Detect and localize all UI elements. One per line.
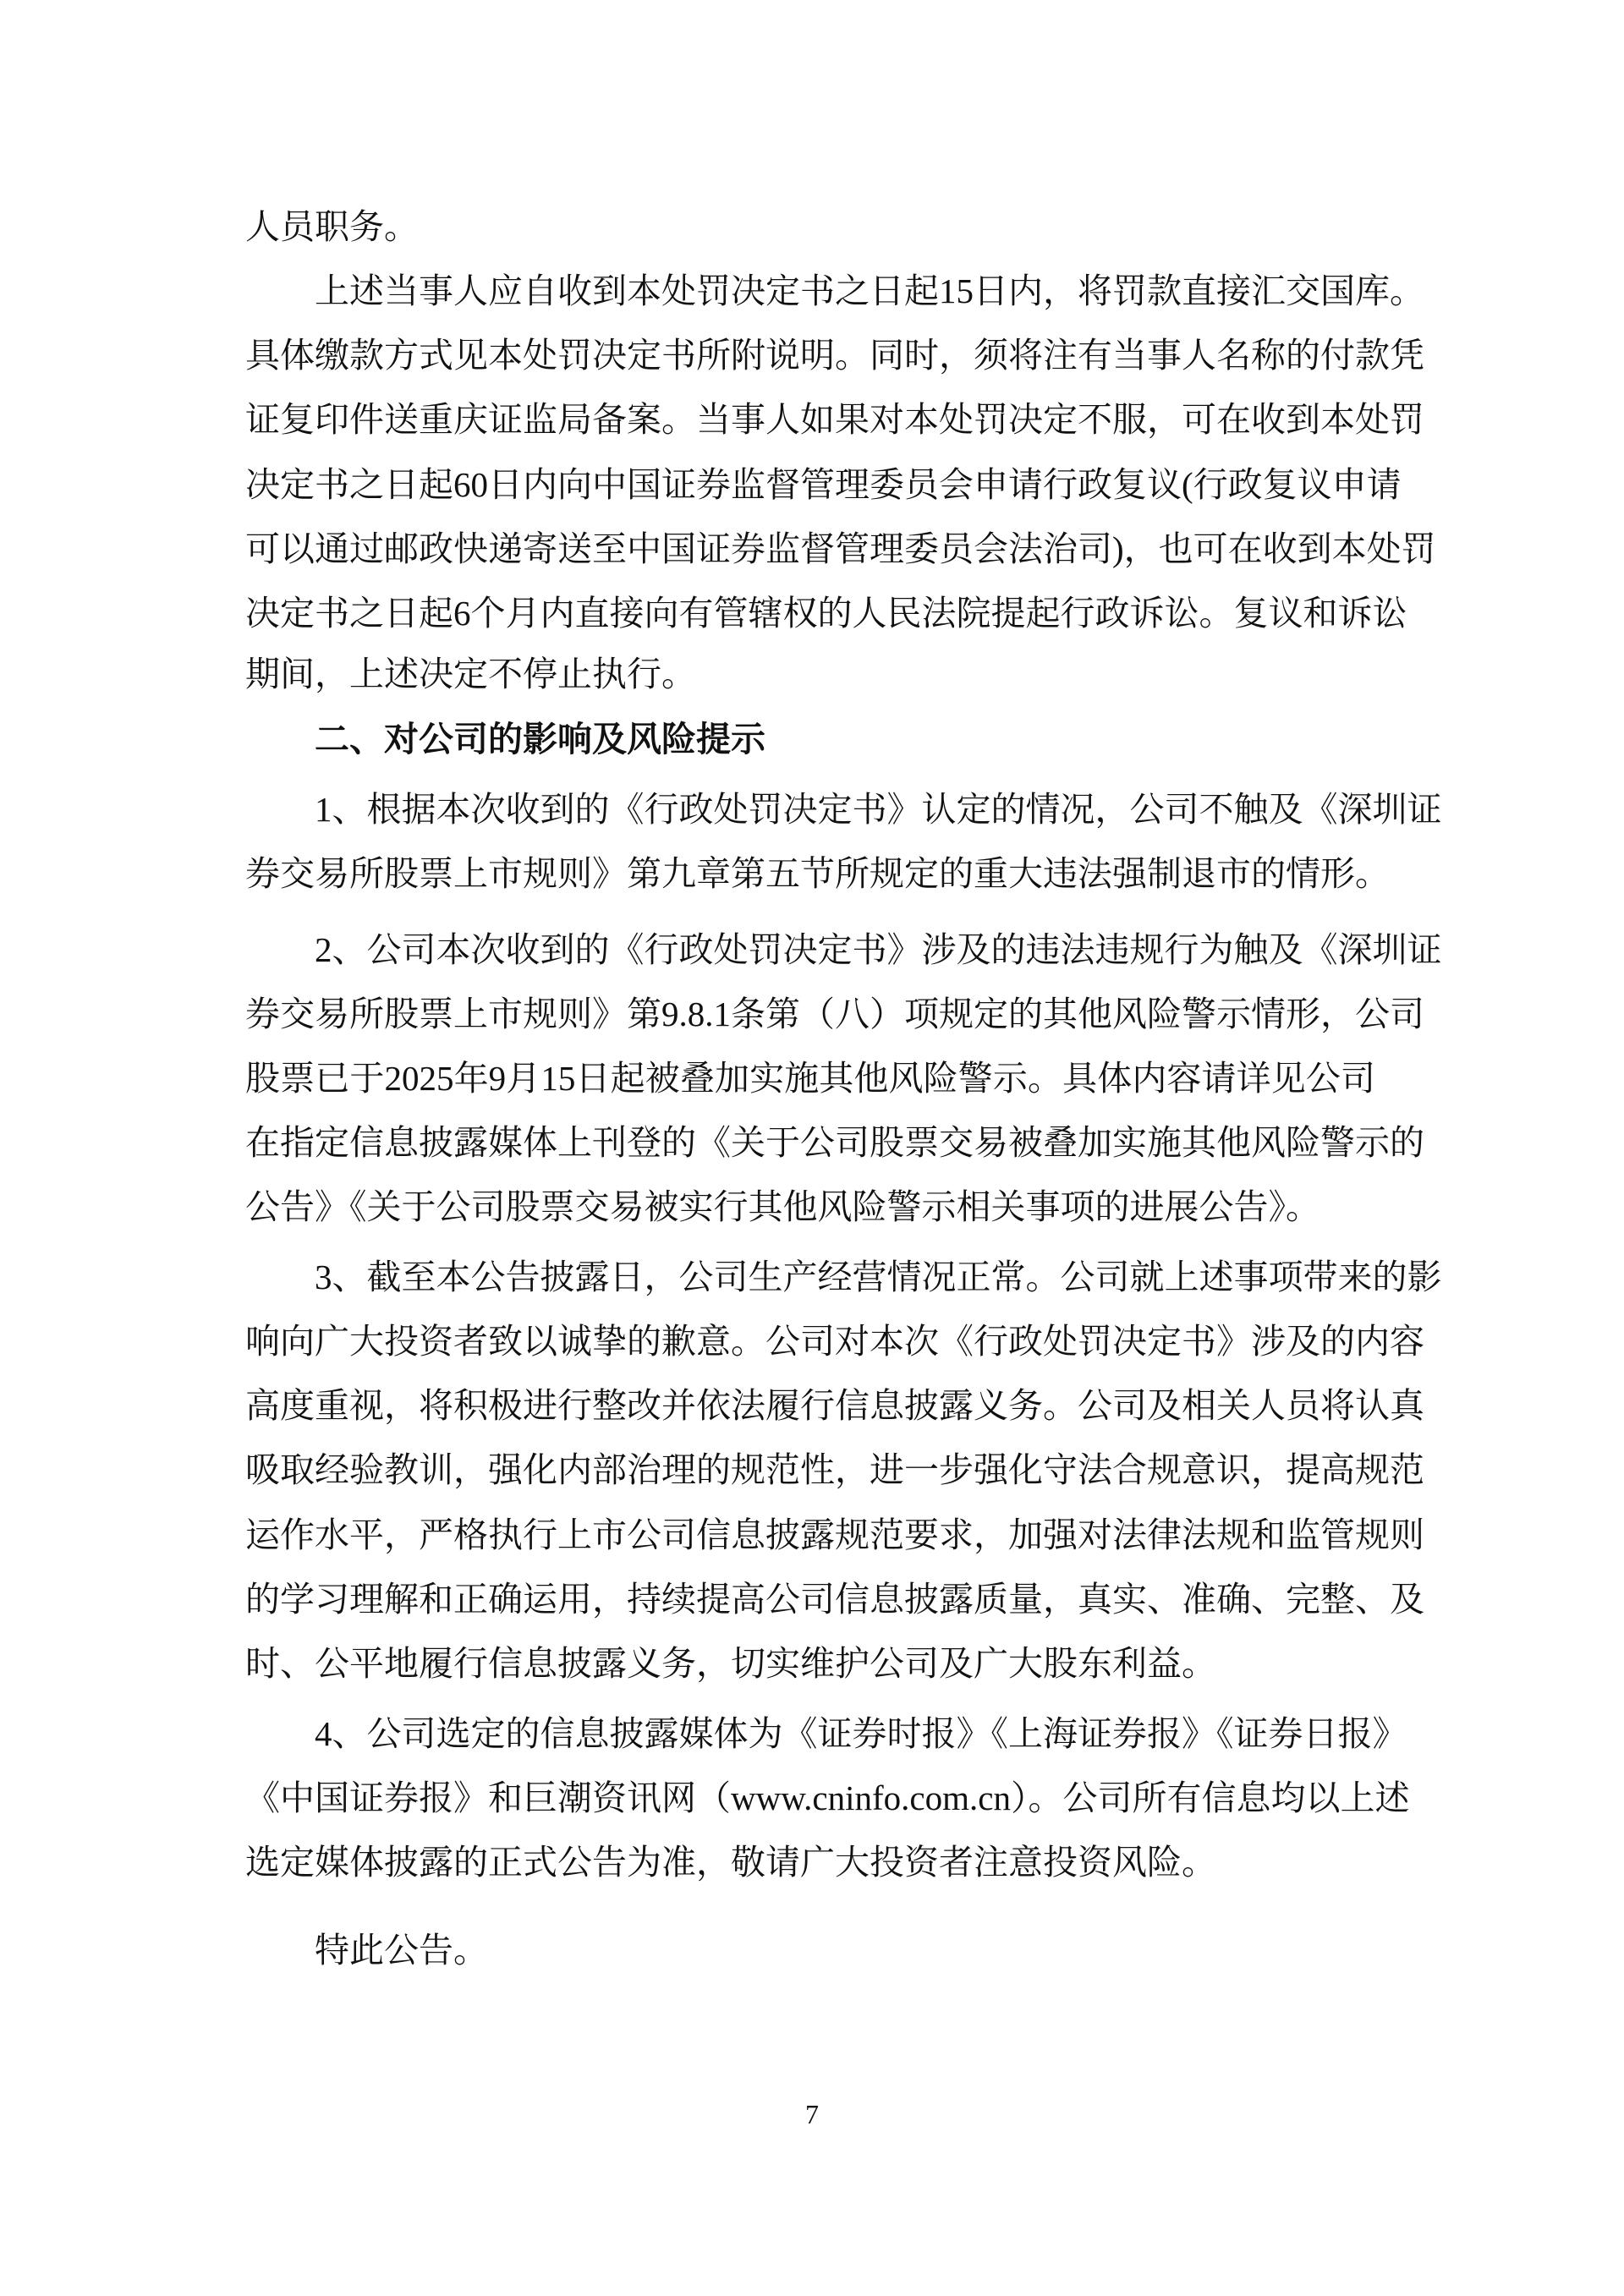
text-line: 高度重视，将积极进行整改并依法履行信息披露义务。公司及相关人员将认真	[245, 1386, 1424, 1425]
text-line: 吸取经验教训，强化内部治理的规范性，进一步强化守法合规意识，提高规范	[245, 1450, 1424, 1489]
text-line: 决定书之日起60日内向中国证券监督管理委员会申请行政复议(行政复议申请	[245, 465, 1402, 504]
text-line: 上述当事人应自收到本处罚决定书之日起15日内，将罚款直接汇交国库。	[315, 271, 1424, 310]
text-line: 特此公告。	[315, 1931, 488, 1970]
text-line: 决定书之日起6个月内直接向有管辖权的人民法院提起行政诉讼。复议和诉讼	[245, 594, 1407, 633]
text-line: 《中国证券报》和巨潮资讯网（www.cninfo.com.cn）。公司所有信息均以上述	[245, 1778, 1410, 1817]
text-line: 券交易所股票上市规则》第9.8.1条第（八）项规定的其他风险警示情形，公司	[245, 995, 1424, 1033]
text-line: 公告》《关于公司股票交易被实行其他风险警示相关事项的进展公告》。	[245, 1187, 1320, 1226]
text-line: 股票已于2025年9月15日起被叠加实施其他风险警示。具体内容请详见公司	[245, 1059, 1375, 1098]
text-line: 券交易所股票上市规则》第九章第五节所规定的重大违法强制退市的情形。	[245, 854, 1390, 893]
text-line: 运作水平，严格执行上市公司信息披露规范要求，加强对法律法规和监管规则	[245, 1515, 1424, 1554]
text-line: 的学习理解和正确运用，持续提高公司信息披露质量，真实、准确、完整、及	[245, 1580, 1424, 1619]
text-line: 3、截至本公告披露日，公司生产经营情况正常。公司就上述事项带来的影	[315, 1258, 1442, 1296]
text-line: 选定媒体披露的正式公告为准，敬请广大投资者注意投资风险。	[245, 1843, 1216, 1882]
text-line: 2、公司本次收到的《行政处罚决定书》涉及的违法违规行为触及《深圳证	[315, 930, 1442, 969]
text-line: 4、公司选定的信息披露媒体为《证券时报》《上海证券报》《证券日报》	[315, 1714, 1407, 1753]
page-number: 7	[805, 2099, 819, 2129]
text-line: 二、对公司的影响及风险提示	[315, 720, 765, 759]
text-line: 在指定信息披露媒体上刊登的《关于公司股票交易被叠加实施其他风险警示的	[245, 1123, 1424, 1162]
text-line: 1、根据本次收到的《行政处罚决定书》认定的情况，公司不触及《深圳证	[315, 790, 1442, 829]
text-line: 响向广大投资者致以诚挚的歉意。公司对本次《行政处罚决定书》涉及的内容	[245, 1322, 1424, 1361]
text-line: 时、公平地履行信息披露义务，切实维护公司及广大股东利益。	[245, 1644, 1216, 1683]
text-line: 可以通过邮政快递寄送至中国证券监督管理委员会法治司)，也可在收到本处罚	[245, 529, 1436, 568]
text-line: 人员职务。	[245, 207, 419, 246]
text-line: 期间，上述决定不停止执行。	[245, 655, 696, 693]
text-line: 证复印件送重庆证监局备案。当事人如果对本处罚决定不服，可在收到本处罚	[245, 400, 1424, 439]
text-line: 具体缴款方式见本处罚决定书所附说明。同时，须将注有当事人名称的付款凭	[245, 336, 1424, 375]
